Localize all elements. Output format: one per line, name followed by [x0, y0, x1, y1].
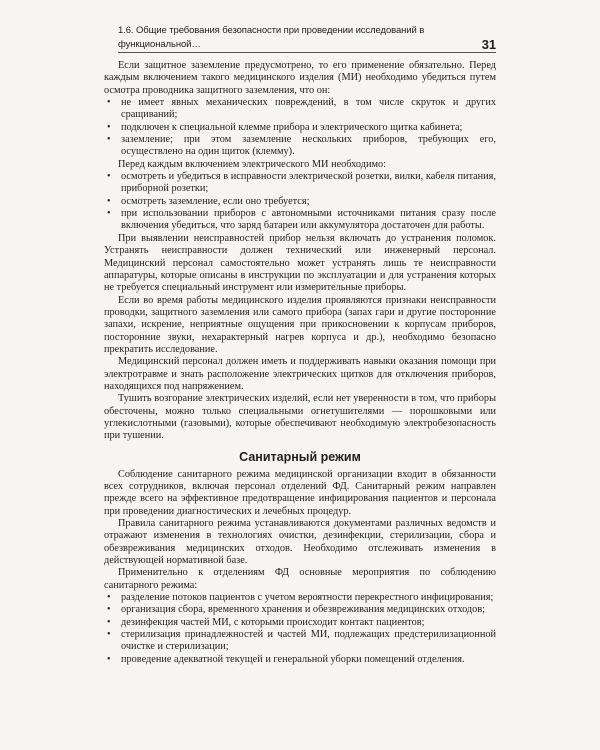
- bullet-list: [104, 97, 496, 159]
- paragraph: Применительно к отделениям ФД основные мероприятия по соблюдению санитарного режима:: [104, 567, 496, 591]
- list-item: • заземление; при этом заземление нескольких приборов, требующих его, осуществлено на один щиток (клемму).: [107, 134, 496, 158]
- paragraph: Если во время работы медицинского изделия проявляются признаки неисправности проводки, защитного заземления или самого прибора (запах гари и другие посторонние запахи, искрение, неприятные ощущения при прикосновении к корпусам приборов, посторонние звуки, нехарактерный нагрев корпуса и др.), необходимо безопасно прекратить исследование.: [104, 294, 496, 355]
- section-heading: Санитарный режим: [239, 449, 361, 464]
- bullet-list: [104, 171, 496, 233]
- list-item: • осмотреть и убедиться в исправности электрической розетки, вилки, кабеля питания, приборной розетки;: [107, 171, 496, 195]
- bullet-icon: •: [107, 653, 111, 665]
- list-item: • не имеет явных механических повреждений, в том числе скруток и других сращиваний;: [107, 97, 496, 121]
- list-item: • стерилизация принадлежностей и частей МИ, подлежащих предстерилизационной очистке и стерилизации;: [107, 629, 496, 653]
- bullet-icon: •: [107, 195, 111, 207]
- running-header-title: 1.6. Общие требования безопасности при проведении исследований в функциональной…: [118, 25, 425, 50]
- bullet-icon: •: [107, 208, 111, 220]
- bullet-icon: •: [107, 592, 111, 604]
- bullet-icon: •: [107, 171, 111, 183]
- list-item: • разделение потоков пациентов с учетом вероятности перекрестного инфицирования;: [107, 592, 494, 604]
- paragraph: Соблюдение санитарного режима медицинской организации входит в обязанности всех сотрудников, включая персонал отделений ФД. Санитарный режим направлен прежде всего на эффективное предотвращение инфицирования пациентов и персонала при проведении диагностических и лечебных процедур.: [104, 468, 496, 517]
- list-item: • при использовании приборов с автономными источниками питания сразу после включения убедиться, что заряд батареи или аккумулятора достаточен для работы.: [107, 208, 496, 232]
- list-item: • дезинфекция частей МИ, с которыми происходит контакт пациентов;: [107, 616, 425, 628]
- page-number: 31: [481, 37, 496, 52]
- bullet-icon: •: [107, 604, 111, 616]
- bullet-icon: •: [107, 629, 111, 641]
- page-body: [104, 60, 496, 666]
- paragraph: Если защитное заземление предусмотрено, то его применение обязательно. Перед каждым включением такого медицинского изделия (МИ) необходимо убедиться путем осмотра проводника защитного заземления, что он:: [104, 60, 496, 96]
- paragraph: Тушить возгорание электрических изделий, если нет уверенности в том, что приборы обесточены, можно только специальными огнетушителями — порошковыми или углекислотными (газовыми), которые обеспечивают необходимую электробезопасность при тушении.: [104, 393, 496, 442]
- list-item: • проведение адекватной текущей и генеральной уборки помещений отделения.: [107, 653, 465, 665]
- paragraph: Перед каждым включением электрического МИ необходимо:: [118, 158, 387, 170]
- bullet-list: [104, 592, 496, 666]
- bullet-icon: •: [107, 134, 111, 146]
- list-item: • осмотреть заземление, если оно требуется;: [107, 195, 310, 207]
- bullet-icon: •: [107, 97, 111, 109]
- paragraph: Медицинский персонал должен иметь и поддерживать навыки оказания помощи при электротравме и знать расположение электрических щитков для отключения приборов, находящихся под напряжением.: [104, 356, 496, 392]
- list-item: • организация сбора, временного хранения и обезвреживания медицинских отходов;: [107, 604, 486, 616]
- list-item: • подключен к специальной клемме прибора и электрического щитка кабинета;: [107, 121, 463, 133]
- bullet-icon: •: [107, 121, 111, 133]
- running-header: [118, 25, 496, 53]
- paragraph: При выявлении неисправностей прибор нельзя включать до устранения поломок. Устранять неисправности должен технический или инженерный персонал. Медицинский персонал самостоятельно может устранять лишь те неисправности аппаратуры, которые описаны в инструкции по эксплуатации и для устранения которых не требуется специальный инструмент или измерительные приборы.: [104, 232, 496, 294]
- paragraph: Правила санитарного режима устанавливаются документами различных ведомств и отражают изменения в технологиях очистки, дезинфекции, стерилизации, сбора и обезвреживания медицинских отходов. Необходимо отслеживать изменения в действующей нормативной базе.: [104, 518, 496, 567]
- bullet-icon: •: [107, 616, 111, 628]
